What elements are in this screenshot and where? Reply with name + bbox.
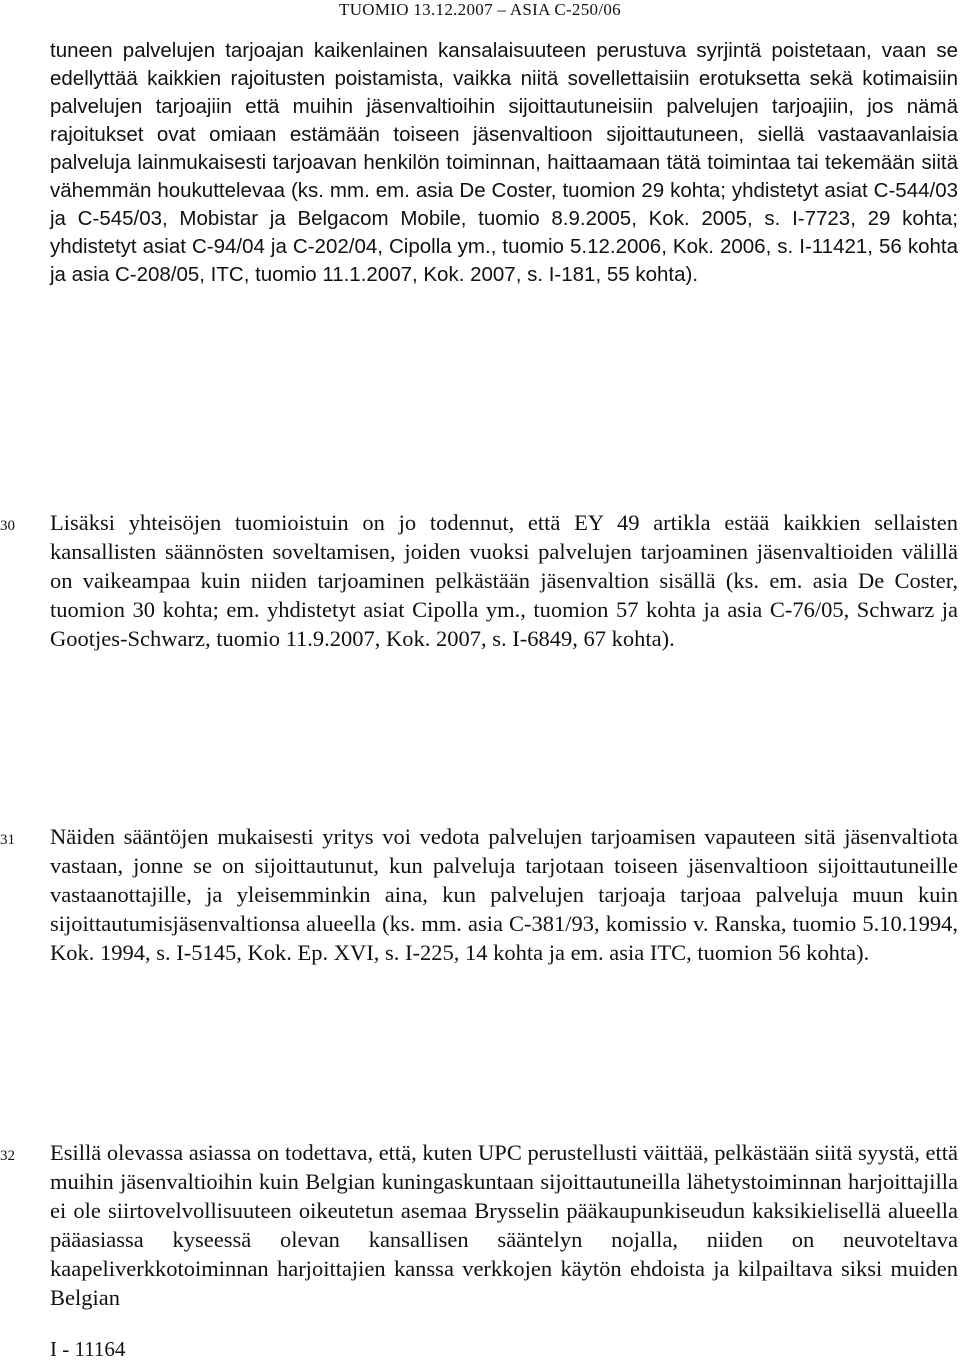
paragraph-number-32: 32 [0, 1148, 15, 1164]
paragraph-number-31: 31 [0, 832, 15, 848]
running-header: TUOMIO 13.12.2007 – ASIA C-250/06 [339, 0, 621, 19]
paragraph-31: Näiden sääntöjen mukaisesti yritys voi vedota palvelujen tarjoamisen vapauteen sitä jäsenvaltiota vastaan, jonne se on sijoittautunut, kun palveluja tarjotaan toiseen jäsenvaltioon sijoittautuneille vastaanottajille, ja yleisemminkin aina, kun palvelujen tarjoaja tarjoaa palveluja muun kuin sijoittautumisjäsenvaltionsa alueella (ks. mm. asia C-381/93, komissio v. Ranska, tuomio 5.10.1994, Kok. 1994, s. I-5145, Kok. Ep. XVI, s. I-225, 14 kohta ja em. asia ITC, tuomion 56 kohta). [50, 824, 958, 965]
page-number: I - 11164 [50, 1337, 126, 1361]
paragraph-number-30: 30 [0, 518, 15, 534]
paragraph-30: Lisäksi yhteisöjen tuomioistuin on jo todennut, että EY 49 artikla estää kaikkien sellaisten kansallisten säännösten soveltamisen, joiden vuoksi palvelujen tarjoaminen jäsenvaltioiden välillä on vaikeampaa kuin niiden tarjoaminen pelkästään jäsenvaltion sisällä (ks. em. asia De Coster, tuomion 30 kohta; em. yhdistetyt asiat Cipolla ym., tuomion 57 kohta ja asia C-76/05, Schwarz ja Gootjes-Schwarz, tuomio 11.9.2007, Kok. 2007, s. I-6849, 67 kohta). [50, 510, 958, 651]
paragraph-32: Esillä olevassa asiassa on todettava, että, kuten UPC perustellusti väittää, pelkästään siitä syystä, että muihin jäsenvaltioihin kuin Belgian kuningaskuntaan sijoittautuneilla lähetystoiminnan harjoittajilla ei ole siirtovelvollisuuteen oikeutetun asemaa Brysselin pääkaupunkiseudun kaksikielisellä alueella pääasiassa kyseessä olevan kansallisen sääntelyn nojalla, niiden on neuvoteltava kaapeliverkkotoiminnan harjoittajien kanssa verkkojen käytön ehdoista ja kilpailtava siksi muiden Belgian [50, 1140, 958, 1310]
paragraph-continuation: tuneen palvelujen tarjoajan kaikenlainen kansalaisuuteen perustuva syrjintä poistetaan, vaan se edellyttää kaikkien rajoitusten poistamista, vaikka niitä sovellettaisiin erotuksetta sekä kotimaisiin palvelujen tarjoajiin että muihin jäsenvaltioihin sijoittautuneisiin palvelujen tarjoajiin, jos nämä rajoitukset ovat omiaan estämään toiseen jäsenvaltioon sijoittautuneen, siellä vastaavanlaisia palveluja lainmukaisesti tarjoavan henkilön toiminnan, haittaamaan tätä toimintaa tai tekemään siitä vähemmän houkuttelevaa (ks. mm. em. asia De Coster, tuomion 29 kohta; yhdistetyt asiat C-544/03 ja C-545/03, Mobistar ja Belgacom Mobile, tuomio 8.9.2005, Kok. 2005, s. I-7723, 29 kohta; yhdistetyt asiat C-94/04 ja C-202/04, Cipolla ym., tuomio 5.12.2006, Kok. 2006, s. I-11421, 56 kohta ja asia C-208/05, ITC, tuomio 11.1.2007, Kok. 2007, s. I-181, 55 kohta). [50, 39, 958, 286]
